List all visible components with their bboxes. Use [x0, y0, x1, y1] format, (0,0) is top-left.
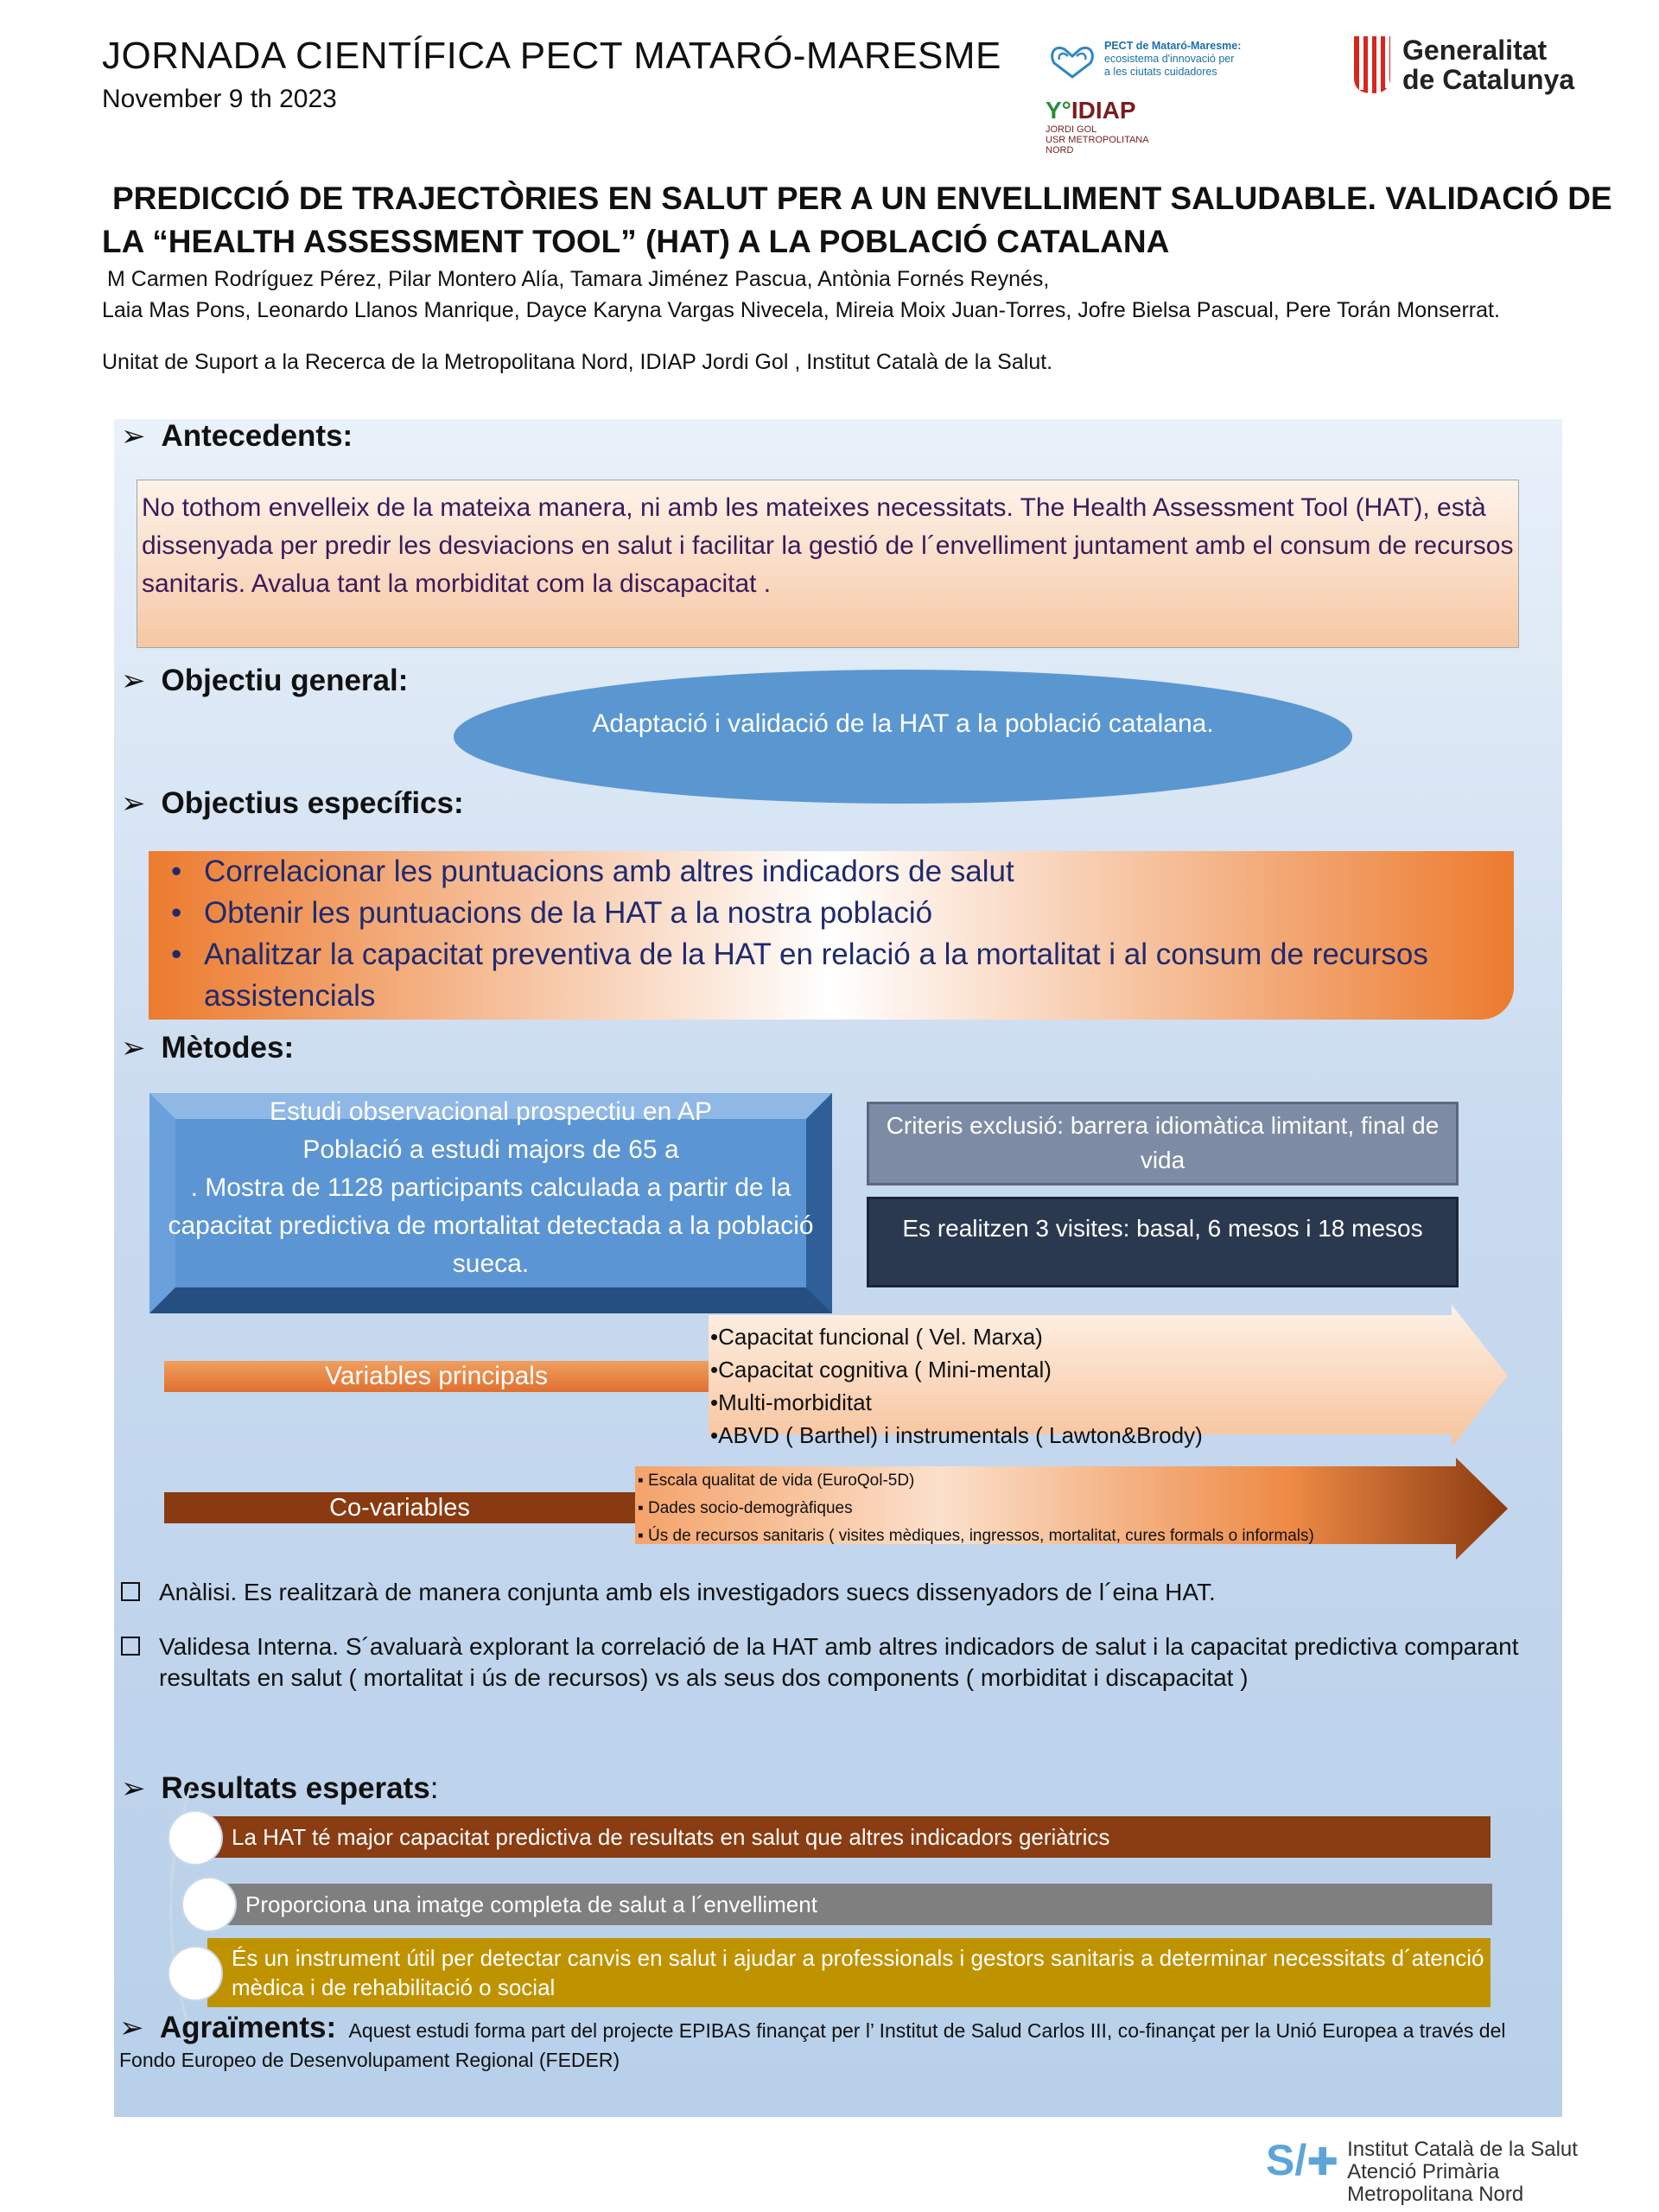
analisi-item: Anàlisi. Es realitzarà de manera conjunta amb els investigadors suecs dissenyadors de l´eina HAT.	[121, 1577, 1538, 1608]
generalitat-text: Generalitat de Catalunya	[1402, 35, 1575, 95]
list-item: • Correlacionar les puntuacions amb altres indicadors de salut	[157, 851, 1505, 893]
study-population-line: Població a estudi majors de 65 a	[302, 1135, 679, 1164]
list-item: • Analitzar la capacitat preventiva de la HAT en relació a la mortalitat i al consum de recursos assistencials	[157, 934, 1505, 1017]
ics-text: Institut Català de la Salut Atenció Primària Metropolitana Nord	[1347, 2138, 1578, 2206]
idiap-logo: Y°IDIAP JORDI GOL USR METROPOLITANA NORD	[1046, 97, 1149, 156]
pect-logo-text: PECT de Mataró-Maresme: ecosistema d'innovació per a les ciutats cuidadores	[1104, 39, 1242, 78]
hands-heart-icon	[1047, 37, 1097, 80]
list-item: ▪ Escala qualitat de vida (EuroQol-5D)	[638, 1471, 915, 1490]
list-item: •Capacitat funcional ( Vel. Marxa)	[710, 1324, 1043, 1350]
arrow-right-icon: ➢	[121, 1772, 146, 1805]
bullet-circle	[168, 1946, 223, 2001]
catalan-flag-icon	[1352, 35, 1392, 95]
arrow-right-icon: ➢	[121, 1032, 146, 1065]
exclusion-criteria-box: Criteris exclusió: barrera idiomàtica limitant, final de vida	[867, 1102, 1459, 1185]
checkbox-icon	[121, 1582, 140, 1601]
generalitat-logo	[1352, 35, 1574, 95]
paper-title: PREDICCIÓ DE TRAJECTÒRIES EN SALUT PER A UN ENVELLIMENT SALUDABLE. VALIDACIÓ DE LA “HEALTH ASSESSMENT TOOL” (HAT) A LA POBLACIÓ CATALANA	[102, 181, 1612, 259]
pect-logo	[1047, 33, 1281, 85]
result-bar-2: Proporciona una imatge completa de salut a l´envelliment	[226, 1884, 1492, 1925]
result-bar-1: La HAT té major capacitat predictiva de resultats en salut que altres indicadors geriàtrics	[207, 1816, 1491, 1858]
author-list: M Carmen Rodríguez Pérez, Pilar Montero Alía, Tamara Jiménez Pascua, Antònia Fornés Reynés, Laia Mas Pons, Leonardo Llanos Manrique, Dayce Karyna Vargas Nivecela, Mireia Moix Juan-Torres, Jofre Bielsa Pascual, Pere Torán Monserrat.	[102, 267, 1500, 322]
validesa-item: Validesa Interna. S´avaluarà explorant la correlació de la HAT amb altres indicadors de salut i la capacitat predictiva comparant resultats en salut ( mortalitat i ús de recursos) vs als seus dos components ( morbiditat i discapacitat )	[121, 1631, 1538, 1694]
bullet-circle	[168, 1810, 223, 1866]
section-objectius-especifics-heading: ➢ Objectius específics:	[121, 786, 464, 820]
arrow-right-icon: ➢	[119, 2012, 144, 2044]
ics-logo	[1266, 2136, 1578, 2206]
objectius-especifics-list	[149, 851, 1514, 1020]
study-design-box	[149, 1093, 832, 1313]
arrow-right-icon: ➢	[121, 420, 146, 453]
event-date: November 9 th 2023	[102, 85, 337, 113]
list-item: •ABVD ( Barthel) i instrumentals ( Lawton&Brody)	[710, 1422, 1203, 1448]
antecedents-box: No tothom envelleix de la mateixa manera, ni amb les mateixes necessitats. The Health Assessment Tool (HAT), està dissenyada per predir les desviacions en salut i facilitar la gestió de l´envelliment juntament amb el consum de recursos sanitaris. Avalua tant la morbiditat com la discapacitat .	[137, 480, 1519, 648]
covariables-label: Co-variables	[164, 1492, 635, 1523]
bullet-circle	[181, 1877, 237, 1932]
event-title: JORNADA CIENTÍFICA PECT MATARÓ-MARESME	[102, 35, 1001, 77]
study-sample-text: . Mostra de 1128 participants calculada a partir de la capacitat predictiva de mortalitat detectada a la població sueca.	[168, 1173, 814, 1278]
list-item: ▪ Dades socio-demogràfiques	[638, 1499, 853, 1517]
list-item: • Obtenir les puntuacions de la HAT a la nostra població	[157, 893, 1505, 934]
list-item: •Multi-morbiditat	[710, 1389, 872, 1415]
list-item: •Capacitat cognitiva ( Mini-mental)	[710, 1357, 1052, 1382]
affiliation: Unitat de Suport a la Recerca de la Metropolitana Nord, IDIAP Jordi Gol , Institut Català de la Salut.	[102, 350, 1053, 374]
variables-label: Variables principals	[164, 1361, 709, 1392]
agraiments-section: ➢ Agraïments: Aquest estudi forma part del projecte EPIBAS finançat per l’ Institut de Salud Carlos III, co-finançat per la Unió Europea a través del Fondo Europeo de Desenvolupament Regional (FEDER)	[119, 2011, 1506, 2071]
covariables-list	[638, 1467, 1314, 1550]
checkbox-icon	[121, 1637, 140, 1656]
section-antecedents-heading: ➢ Antecedents:	[121, 419, 353, 453]
ics-mark-icon: S/✚	[1266, 2136, 1339, 2184]
section-objectiu-general-heading: ➢ Objectiu general:	[121, 664, 409, 697]
study-design-line: Estudi observacional prospectiu en AP	[270, 1097, 712, 1126]
objectiu-general-ellipse: Adaptació i validació de la HAT a la població catalana.	[454, 670, 1352, 804]
variables-list	[710, 1320, 1203, 1452]
arrow-right-icon: ➢	[121, 787, 146, 820]
arrow-right-icon: ➢	[121, 664, 146, 697]
section-resultats-heading: ➢ Resultats esperats:	[121, 1771, 439, 1805]
section-metodes-heading: ➢ Mètodes:	[121, 1031, 295, 1065]
visits-box: Es realitzen 3 visites: basal, 6 mesos i 18 mesos	[867, 1197, 1459, 1287]
result-bar-3: És un instrument útil per detectar canvis en salut i ajudar a professionals i gestors sanitaris a determinar necessitats d´atenció mèdica i de rehabilitació o social	[207, 1938, 1491, 2007]
list-item: ▪ Ús de recursos sanitaris ( visites mèdiques, ingressos, mortalitat, cures formals o informals)	[638, 1527, 1314, 1545]
